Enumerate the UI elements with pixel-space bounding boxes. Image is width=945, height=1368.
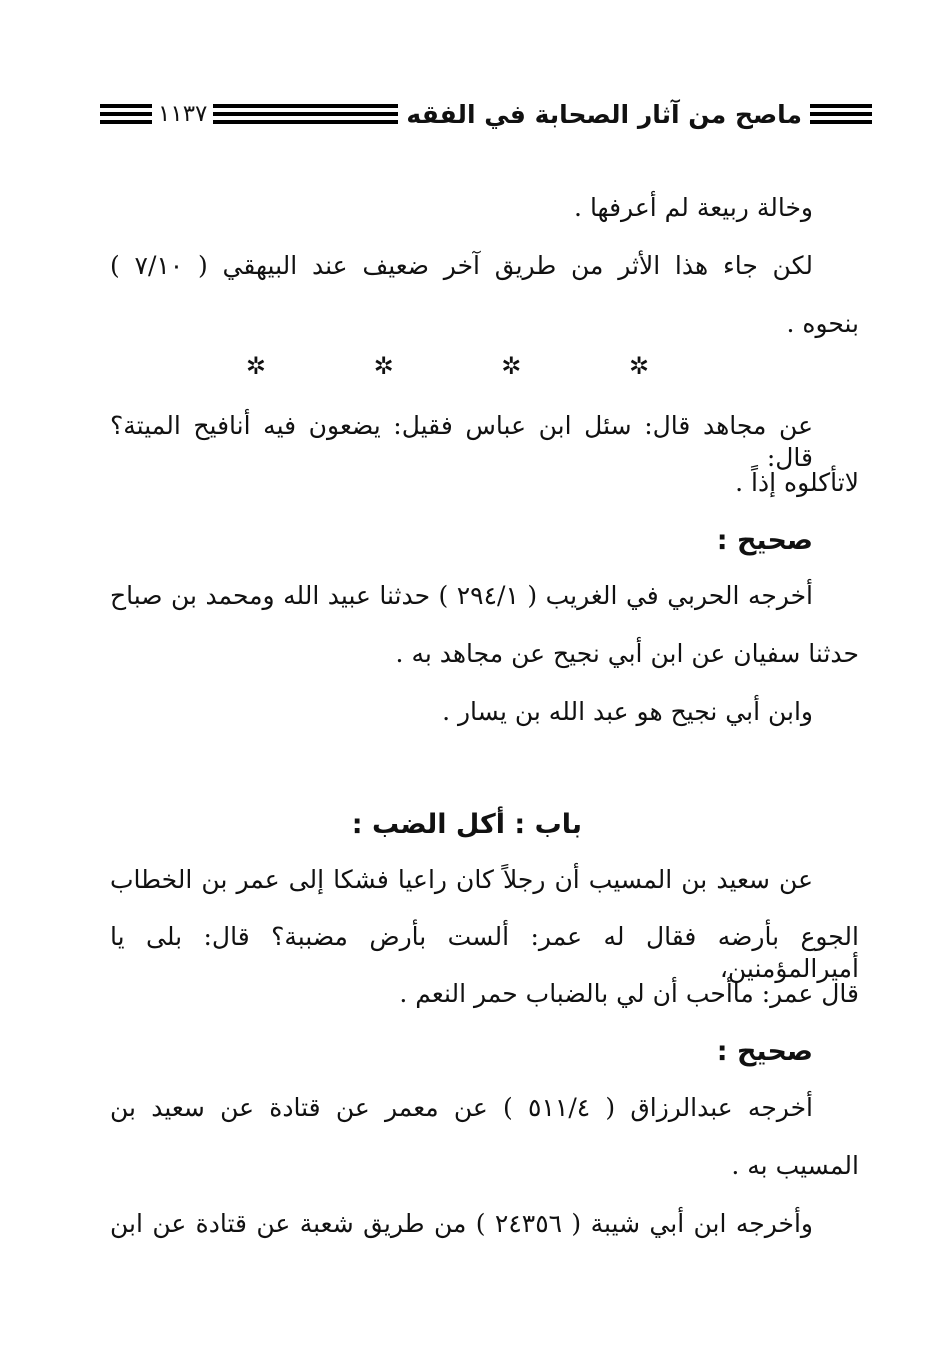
page-number: ١١٣٧ xyxy=(158,101,208,127)
text-line: حدثنا سفيان عن ابن أبي نجيح عن مجاهد به . xyxy=(395,639,859,668)
section-separator: ✲ ✲ ✲ ✲ xyxy=(245,352,700,380)
text-line: قال عمر: ماأحب أن لي بالضباب حمر النعم . xyxy=(399,979,859,1008)
header-title: ماصح من آثار الصحابة في الفقه xyxy=(406,99,802,129)
text-line: الجوع بأرضه فقال له عمر: ألست بأرض مضببة؟ قال: بلى يا أميرالمؤمنين، xyxy=(110,922,859,983)
header-rule-left xyxy=(100,104,152,124)
text-line: عن سعيد بن المسيب أن رجلاً كان راعيا فشكا إلى عمر بن الخطاب xyxy=(110,865,813,894)
text-line: وأخرجه ابن أبي شيبة ( ٢٤٣٥٦ ) من طريق شعبة عن قتادة عن ابن xyxy=(110,1209,813,1238)
text-line: لاتأكلوه إذاً . xyxy=(735,468,859,497)
header-rule-middle xyxy=(213,104,398,124)
chapter-heading: باب : أكل الضب : xyxy=(351,809,582,840)
text-line: عن مجاهد قال: سئل ابن عباس فقيل: يضعون فيه أنافيح الميتة؟ قال: xyxy=(110,411,813,472)
text-line: لكن جاء هذا الأثر من طريق آخر ضعيف عند البيهقي ( ٧/١٠ ) xyxy=(110,251,813,280)
grade-heading: صحيح : xyxy=(716,525,813,556)
running-header xyxy=(100,94,872,134)
text-line: بنحوه . xyxy=(786,309,859,338)
text-line: وخالة ربيعة لم أعرفها . xyxy=(574,193,813,222)
text-line: أخرجه عبدالرزاق ( ٥١١/٤ ) عن معمر عن قتادة عن سعيد بن xyxy=(110,1093,813,1122)
grade-heading: صحيح : xyxy=(716,1036,813,1067)
text-line: المسيب به . xyxy=(731,1151,859,1180)
text-line: أخرجه الحربي في الغريب ( ٢٩٤/١ ) حدثنا عبيد الله ومحمد بن صباح xyxy=(110,581,814,610)
header-rule-right xyxy=(810,104,872,124)
text-line: وابن أبي نجيح هو عبد الله بن يسار . xyxy=(442,697,813,726)
